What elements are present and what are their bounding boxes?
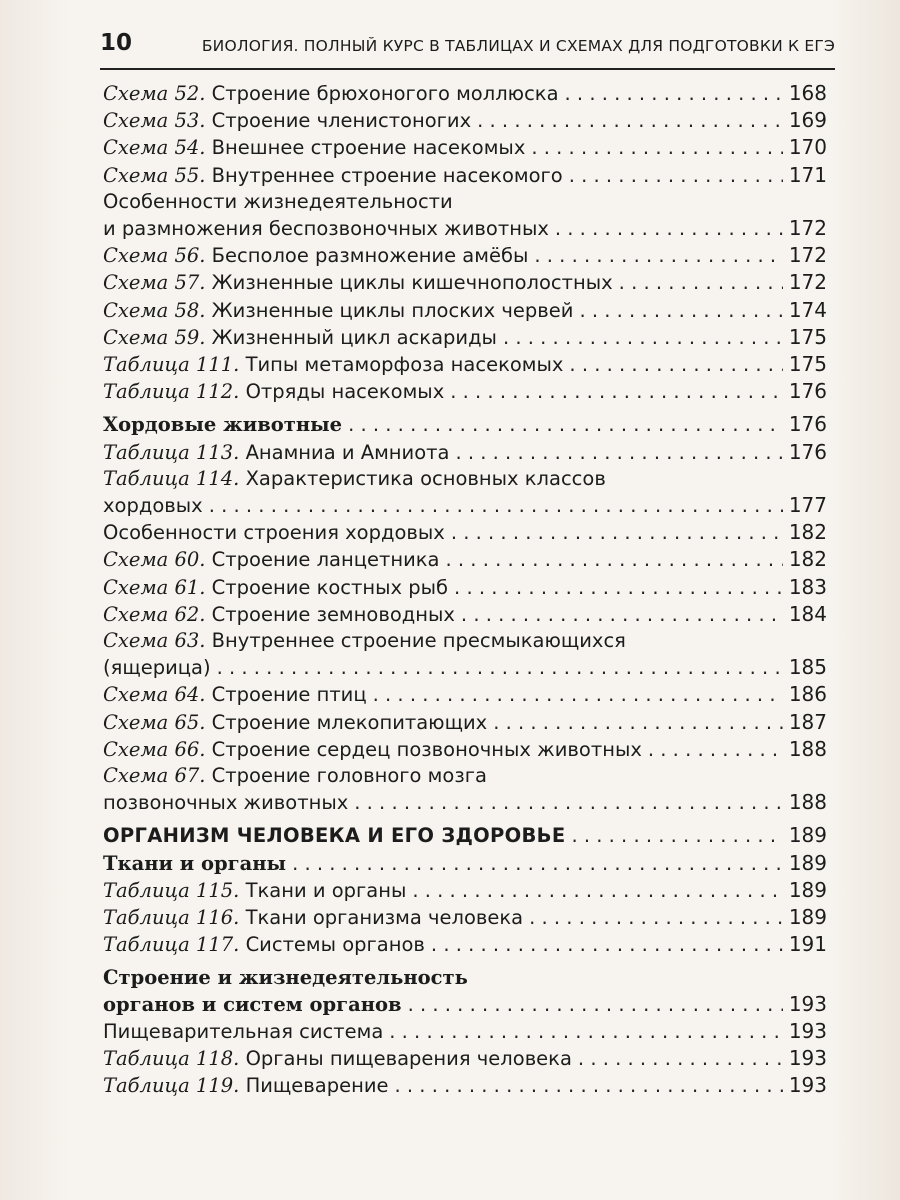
- entry-page-number: 193: [788, 1073, 827, 1098]
- toc-section-entry: [103, 189, 827, 242]
- toc-entry: [103, 709, 827, 736]
- entry-title: Особенности строения хордовых: [103, 521, 445, 545]
- toc-section-heading: [103, 850, 827, 877]
- toc-entry: [103, 904, 827, 931]
- entry-prefix: Схема 62.: [103, 602, 206, 626]
- leader-dots: [619, 270, 783, 296]
- page-header: [100, 28, 835, 70]
- leader-dots: [569, 163, 783, 189]
- leader-dots: [412, 878, 782, 904]
- entry-page-number: 184: [788, 601, 827, 626]
- entry-title: Пищеварительная система: [103, 1019, 384, 1043]
- toc-entry: [103, 466, 827, 519]
- toc-chapter-heading: [103, 822, 827, 849]
- leader-dots: [408, 992, 783, 1018]
- toc-entry: [103, 681, 827, 708]
- entry-page-number: 169: [788, 108, 827, 133]
- entry-page-number: 176: [788, 379, 827, 404]
- entry-page-number: 193: [788, 1018, 827, 1043]
- toc-entry: [103, 546, 827, 573]
- entry-title: Ткани и органы: [103, 851, 287, 875]
- toc-entry: [103, 351, 827, 378]
- entry-page-number: 168: [788, 81, 827, 105]
- entry-prefix: Схема 53.: [103, 109, 206, 133]
- leader-dots: [571, 823, 782, 849]
- toc-entry: [103, 574, 827, 601]
- entry-page-number: 176: [788, 439, 827, 464]
- entry-prefix: Схема 55.: [103, 163, 206, 187]
- toc-entry: [103, 877, 827, 904]
- toc-entry: [103, 601, 827, 628]
- toc-entry: [103, 1045, 827, 1072]
- entry-title: Ткани и органы: [245, 878, 407, 902]
- entry-title: ОРГАНИЗМ ЧЕЛОВЕКА И ЕГО ЗДОРОВЬЕ: [103, 824, 566, 848]
- entry-title-line1: Внутреннее строение пресмыкающихся: [211, 629, 626, 653]
- leader-dots: [450, 379, 783, 405]
- entry-page-number: 172: [788, 243, 827, 268]
- table-of-contents: [103, 80, 827, 1100]
- leader-dots: [431, 932, 783, 958]
- toc-section-entry: [103, 519, 827, 546]
- entry-prefix: Схема 52.: [103, 82, 206, 105]
- entry-prefix: Схема 57.: [103, 271, 206, 295]
- entry-title: Ткани организма человека: [245, 906, 524, 930]
- leader-dots: [389, 1019, 783, 1045]
- toc-entry: [103, 378, 827, 405]
- entry-title: Строение членистоногих: [211, 109, 472, 133]
- entry-page-number: 171: [788, 162, 827, 187]
- leader-dots: [446, 547, 783, 573]
- leader-dots: [354, 790, 783, 816]
- entry-title: Жизненные циклы кишечнополостных: [211, 271, 613, 295]
- entry-prefix: Схема 61.: [103, 575, 206, 599]
- entry-page-number: 183: [788, 574, 827, 599]
- entry-page-number: 187: [788, 709, 827, 734]
- leader-dots: [503, 325, 783, 351]
- leader-dots: [395, 1073, 783, 1099]
- entry-page-number: 193: [788, 1046, 827, 1071]
- entry-title: Строение брюхоногого моллюска: [211, 82, 559, 105]
- entry-prefix: Таблица 113.: [103, 440, 240, 464]
- leader-dots: [648, 737, 783, 763]
- entry-title: Системы органов: [245, 933, 425, 957]
- entry-title: Жизненный цикл аскариды: [211, 325, 497, 349]
- leader-dots: [531, 135, 782, 161]
- entry-page-number: 189: [788, 823, 827, 848]
- leader-dots: [529, 905, 783, 931]
- leader-dots: [565, 81, 783, 107]
- entry-title: Отряды насекомых: [245, 380, 445, 404]
- entry-prefix: Схема 60.: [103, 548, 206, 572]
- entry-title: Строение птиц: [211, 683, 367, 707]
- entry-prefix: Таблица 114.: [103, 466, 240, 490]
- entry-page-number: 189: [788, 850, 827, 875]
- entry-page-number: 188: [788, 736, 827, 761]
- entry-title: Органы пищеварения человека: [245, 1047, 572, 1071]
- leader-dots: [209, 493, 783, 519]
- entry-title: Строение ланцетника: [211, 548, 440, 572]
- toc-entry: [103, 242, 827, 269]
- toc-entry: [103, 1072, 827, 1099]
- entry-title: (ящерица): [103, 656, 211, 680]
- running-title: БИОЛОГИЯ. ПОЛНЫЙ КУРС В ТАБЛИЦАХ И СХЕМАХ ДЛЯ ПОДГОТОВКИ К ЕГЭ: [201, 37, 835, 55]
- entry-prefix: Таблица 116.: [103, 906, 240, 930]
- entry-prefix: Схема 56.: [103, 244, 206, 268]
- entry-page-number: 177: [788, 493, 827, 518]
- entry-title: органов и систем органов: [103, 992, 402, 1016]
- leader-dots: [555, 216, 783, 242]
- entry-page-number: 189: [788, 877, 827, 902]
- entry-title-line1: Характеристика основных классов: [245, 466, 606, 490]
- entry-prefix: Схема 54.: [103, 136, 206, 160]
- toc-entry: [103, 134, 827, 161]
- entry-prefix: Таблица 115.: [103, 878, 240, 902]
- entry-title: Хордовые животные: [103, 413, 343, 437]
- entry-title: Строение костных рыб: [211, 575, 449, 599]
- entry-title: Строение земноводных: [211, 602, 455, 626]
- leader-dots: [454, 575, 783, 601]
- entry-page-number: 182: [788, 547, 827, 572]
- leader-dots: [217, 655, 783, 681]
- toc-entry: [103, 736, 827, 763]
- entry-prefix: Таблица 112.: [103, 380, 240, 404]
- page-number: 10: [100, 30, 133, 56]
- entry-page-number: 189: [788, 905, 827, 930]
- leader-dots: [348, 412, 783, 438]
- toc-entry: [103, 763, 827, 816]
- toc-section-entry: [103, 1018, 827, 1045]
- toc-entry: [103, 439, 827, 466]
- leader-dots: [493, 710, 783, 736]
- leader-dots: [534, 243, 782, 269]
- entry-title: Жизненные циклы плоских червей: [211, 298, 574, 322]
- entry-prefix: Схема 65.: [103, 710, 206, 734]
- entry-page-number: 170: [788, 135, 827, 160]
- leader-dots: [373, 682, 783, 708]
- entry-title: хордовых: [103, 494, 203, 518]
- leader-dots: [578, 1046, 783, 1072]
- entry-prefix: Таблица 118.: [103, 1047, 240, 1071]
- entry-title: Типы метаморфоза насекомых: [245, 353, 564, 377]
- toc-entry: [103, 324, 827, 351]
- toc-section-heading: [103, 965, 827, 1018]
- toc-entry: [103, 269, 827, 296]
- entry-title: Анамниа и Амниота: [245, 440, 450, 464]
- entry-title-line1: Строение головного мозга: [211, 764, 487, 788]
- entry-title-line1: Особенности жизнедеятельности: [103, 189, 453, 213]
- entry-page-number: 191: [788, 932, 827, 957]
- entry-prefix: Таблица 119.: [103, 1074, 240, 1098]
- entry-title: Внутреннее строение насекомого: [211, 163, 563, 187]
- entry-title: Строение сердец позвоночных животных: [211, 737, 642, 761]
- entry-title-line1: Строение и жизнедеятельность: [103, 965, 468, 989]
- entry-prefix: Схема 67.: [103, 764, 206, 788]
- leader-dots: [292, 851, 783, 877]
- toc-entry: [103, 628, 827, 681]
- entry-title: позвоночных животных: [103, 791, 349, 815]
- entry-title: Внешнее строение насекомых: [211, 136, 526, 160]
- entry-page-number: 186: [788, 682, 827, 707]
- leader-dots: [451, 520, 783, 546]
- entry-prefix: Схема 64.: [103, 683, 206, 707]
- entry-page-number: 176: [788, 412, 827, 437]
- entry-page-number: 185: [788, 655, 827, 680]
- toc-entry: [103, 931, 827, 958]
- entry-page-number: 172: [788, 270, 827, 295]
- leader-dots: [461, 602, 783, 628]
- entry-prefix: Схема 59.: [103, 325, 206, 349]
- toc-entry: [103, 107, 827, 134]
- entry-page-number: 193: [788, 991, 827, 1016]
- entry-title: Пищеварение: [245, 1074, 389, 1098]
- entry-page-number: 188: [788, 790, 827, 815]
- entry-page-number: 175: [788, 352, 827, 377]
- leader-dots: [579, 298, 782, 324]
- entry-prefix: Схема 58.: [103, 298, 206, 322]
- entry-title: Строение млекопитающих: [211, 710, 488, 734]
- entry-prefix: Таблица 117.: [103, 933, 240, 957]
- entry-prefix: Схема 63.: [103, 629, 206, 653]
- leader-dots: [477, 108, 783, 134]
- toc-entry: [103, 297, 827, 324]
- entry-page-number: 174: [788, 297, 827, 322]
- entry-prefix: Схема 66.: [103, 737, 206, 761]
- leader-dots: [455, 440, 782, 466]
- leader-dots: [569, 352, 782, 378]
- entry-title: и размножения беспозвоночных животных: [103, 217, 549, 241]
- toc-section-heading: [103, 411, 827, 438]
- entry-prefix: Таблица 111.: [103, 353, 240, 377]
- entry-page-number: 175: [788, 324, 827, 349]
- entry-page-number: 172: [788, 216, 827, 241]
- toc-entry: [103, 80, 827, 107]
- entry-page-number: 182: [788, 520, 827, 545]
- toc-entry: [103, 162, 827, 189]
- entry-title: Бесполое размножение амёбы: [211, 244, 529, 268]
